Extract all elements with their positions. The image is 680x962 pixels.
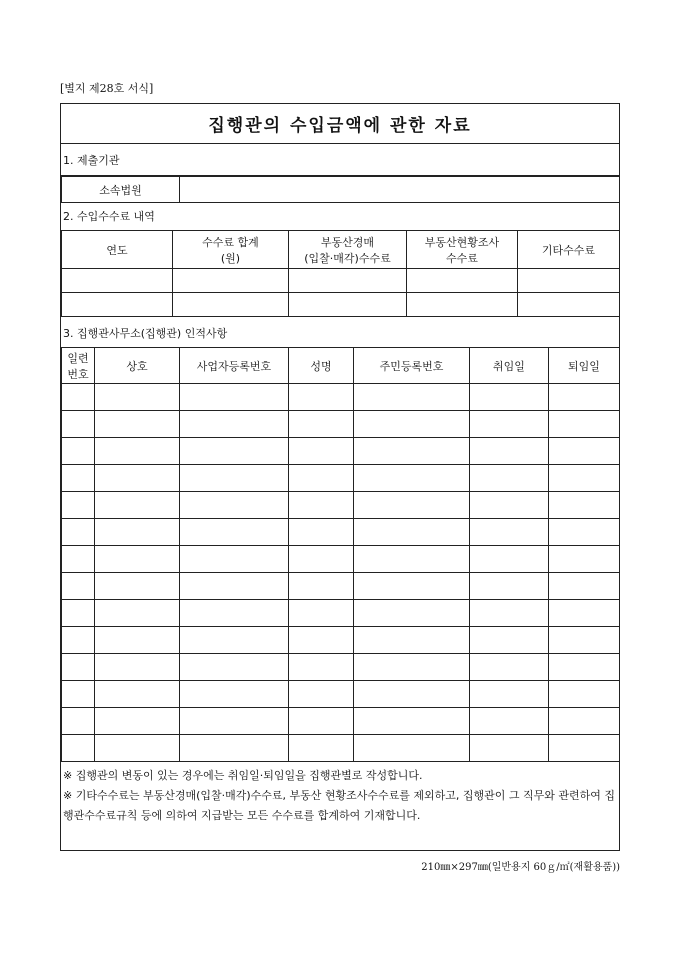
note-2: ※ 기타수수료는 부동산경매(입찰·매각)수수료, 부동산 현황조사수수료를 제외하고, 집행관이 그 직무와 관련하여 집행관수수료규칙 등에 의하여 지급받는 모든 수수료를 합계하여 기재합니다. xyxy=(63,789,616,822)
personnel-cell[interactable] xyxy=(470,600,549,627)
personnel-cell[interactable] xyxy=(549,438,620,465)
personnel-row xyxy=(62,654,620,681)
personnel-cell[interactable] xyxy=(95,384,180,411)
court-input-cell[interactable] xyxy=(180,177,620,203)
personnel-cell[interactable] xyxy=(95,681,180,708)
personnel-cell[interactable] xyxy=(549,654,620,681)
personnel-cell[interactable] xyxy=(549,627,620,654)
personnel-cell[interactable] xyxy=(470,438,549,465)
personnel-cell[interactable] xyxy=(289,654,354,681)
personnel-cell[interactable] xyxy=(95,708,180,735)
personnel-cell[interactable] xyxy=(62,411,95,438)
personnel-cell[interactable] xyxy=(180,681,289,708)
personnel-cell[interactable] xyxy=(289,573,354,600)
personnel-cell[interactable] xyxy=(354,546,470,573)
personnel-row xyxy=(62,438,620,465)
personnel-cell[interactable] xyxy=(289,384,354,411)
section-1-heading: 1. 제출기관 xyxy=(61,144,619,176)
personnel-cell[interactable] xyxy=(180,438,289,465)
personnel-cell[interactable] xyxy=(470,681,549,708)
personnel-cell[interactable] xyxy=(180,573,289,600)
fee-row xyxy=(62,293,620,317)
personnel-row xyxy=(62,411,620,438)
personnel-cell[interactable] xyxy=(62,654,95,681)
personnel-cell[interactable] xyxy=(470,384,549,411)
personnel-cell[interactable] xyxy=(354,384,470,411)
personnel-cell[interactable] xyxy=(470,546,549,573)
personnel-header-3: 성명 xyxy=(289,348,354,384)
personnel-cell[interactable] xyxy=(354,492,470,519)
personnel-cell[interactable] xyxy=(354,438,470,465)
personnel-cell[interactable] xyxy=(549,681,620,708)
fee-cell[interactable] xyxy=(289,293,407,317)
personnel-cell[interactable] xyxy=(354,654,470,681)
personnel-cell[interactable] xyxy=(470,735,549,762)
personnel-cell[interactable] xyxy=(549,573,620,600)
personnel-cell[interactable] xyxy=(95,600,180,627)
personnel-cell[interactable] xyxy=(62,546,95,573)
personnel-cell[interactable] xyxy=(180,465,289,492)
personnel-cell[interactable] xyxy=(549,411,620,438)
personnel-cell[interactable] xyxy=(549,519,620,546)
personnel-table xyxy=(61,347,620,762)
personnel-cell[interactable] xyxy=(95,438,180,465)
personnel-row xyxy=(62,546,620,573)
personnel-cell[interactable] xyxy=(549,735,620,762)
personnel-cell[interactable] xyxy=(549,465,620,492)
personnel-cell[interactable] xyxy=(470,627,549,654)
personnel-row xyxy=(62,681,620,708)
personnel-cell[interactable] xyxy=(62,735,95,762)
personnel-cell[interactable] xyxy=(289,600,354,627)
personnel-cell[interactable] xyxy=(180,654,289,681)
fee-header-2: 부동산경매 (입찰·매각)수수료 xyxy=(289,231,407,269)
personnel-row xyxy=(62,519,620,546)
personnel-row xyxy=(62,492,620,519)
section-3-heading: 3. 집행관사무소(집행관) 인적사항 xyxy=(63,326,228,340)
fee-header-4: 기타수수료 xyxy=(518,231,620,269)
personnel-cell[interactable] xyxy=(180,492,289,519)
personnel-cell[interactable] xyxy=(95,411,180,438)
fee-cell[interactable] xyxy=(407,293,518,317)
fee-header-0: 연도 xyxy=(62,231,173,269)
personnel-row xyxy=(62,735,620,762)
personnel-header-2: 사업자등록번호 xyxy=(180,348,289,384)
personnel-header-5: 취임일 xyxy=(470,348,549,384)
section-2-heading: 2. 수입수수료 내역 xyxy=(63,210,155,223)
personnel-cell[interactable] xyxy=(354,681,470,708)
personnel-cell[interactable] xyxy=(354,627,470,654)
personnel-cell[interactable] xyxy=(470,492,549,519)
personnel-cell[interactable] xyxy=(62,708,95,735)
fee-header-3: 부동산현황조사 수수료 xyxy=(407,231,518,269)
fee-row xyxy=(62,269,620,293)
personnel-cell[interactable] xyxy=(95,573,180,600)
form-number-label: [별지 제28호 서식] xyxy=(60,82,154,95)
personnel-cell[interactable] xyxy=(62,384,95,411)
personnel-cell[interactable] xyxy=(470,465,549,492)
personnel-cell[interactable] xyxy=(95,654,180,681)
personnel-cell[interactable] xyxy=(95,492,180,519)
personnel-cell[interactable] xyxy=(289,546,354,573)
personnel-cell[interactable] xyxy=(549,492,620,519)
personnel-row xyxy=(62,600,620,627)
personnel-cell[interactable] xyxy=(95,627,180,654)
personnel-cell[interactable] xyxy=(354,735,470,762)
fee-cell[interactable] xyxy=(62,293,173,317)
personnel-header-4: 주민등록번호 xyxy=(354,348,470,384)
court-label: 소속법원 xyxy=(62,177,180,203)
fee-cell[interactable] xyxy=(518,269,620,293)
personnel-cell[interactable] xyxy=(289,681,354,708)
fee-cell[interactable] xyxy=(173,269,289,293)
personnel-cell[interactable] xyxy=(62,492,95,519)
personnel-cell[interactable] xyxy=(470,708,549,735)
personnel-cell[interactable] xyxy=(95,546,180,573)
personnel-header-6: 퇴임일 xyxy=(549,348,620,384)
personnel-cell[interactable] xyxy=(470,519,549,546)
personnel-cell[interactable] xyxy=(95,465,180,492)
fee-income-table xyxy=(61,230,620,317)
personnel-cell[interactable] xyxy=(354,573,470,600)
fee-cell[interactable] xyxy=(173,293,289,317)
personnel-cell[interactable] xyxy=(180,627,289,654)
personnel-row xyxy=(62,627,620,654)
personnel-row xyxy=(62,573,620,600)
personnel-cell[interactable] xyxy=(549,384,620,411)
personnel-cell[interactable] xyxy=(180,519,289,546)
personnel-row xyxy=(62,708,620,735)
personnel-cell[interactable] xyxy=(180,411,289,438)
form-title: 집행관의 수입금액에 관한 자료 xyxy=(61,104,619,144)
personnel-cell[interactable] xyxy=(289,465,354,492)
personnel-cell[interactable] xyxy=(62,573,95,600)
personnel-cell[interactable] xyxy=(62,627,95,654)
personnel-cell[interactable] xyxy=(180,384,289,411)
personnel-cell[interactable] xyxy=(180,708,289,735)
personnel-cell[interactable] xyxy=(289,627,354,654)
personnel-header-1: 상호 xyxy=(95,348,180,384)
fee-cell[interactable] xyxy=(289,269,407,293)
personnel-cell[interactable] xyxy=(549,600,620,627)
personnel-cell[interactable] xyxy=(289,735,354,762)
personnel-cell[interactable] xyxy=(470,654,549,681)
personnel-cell[interactable] xyxy=(354,411,470,438)
fee-cell[interactable] xyxy=(407,269,518,293)
fee-cell[interactable] xyxy=(518,293,620,317)
personnel-cell[interactable] xyxy=(180,600,289,627)
personnel-cell[interactable] xyxy=(180,546,289,573)
personnel-cell[interactable] xyxy=(470,573,549,600)
personnel-cell[interactable] xyxy=(62,600,95,627)
form-sheet xyxy=(60,103,620,851)
personnel-cell[interactable] xyxy=(354,519,470,546)
personnel-cell[interactable] xyxy=(289,411,354,438)
personnel-cell[interactable] xyxy=(95,735,180,762)
personnel-cell[interactable] xyxy=(470,411,549,438)
personnel-cell[interactable] xyxy=(62,519,95,546)
notes-block xyxy=(61,763,619,826)
personnel-cell[interactable] xyxy=(354,600,470,627)
personnel-cell[interactable] xyxy=(289,708,354,735)
personnel-cell[interactable] xyxy=(62,465,95,492)
personnel-row xyxy=(62,465,620,492)
personnel-cell[interactable] xyxy=(62,438,95,465)
personnel-cell[interactable] xyxy=(354,465,470,492)
personnel-cell[interactable] xyxy=(289,492,354,519)
personnel-cell[interactable] xyxy=(549,546,620,573)
fee-header-1: 수수료 합계 (원) xyxy=(173,231,289,269)
personnel-cell[interactable] xyxy=(180,735,289,762)
submitting-agency-table xyxy=(61,176,620,203)
personnel-cell[interactable] xyxy=(289,438,354,465)
personnel-cell[interactable] xyxy=(354,708,470,735)
personnel-cell[interactable] xyxy=(62,681,95,708)
personnel-cell[interactable] xyxy=(289,519,354,546)
fee-cell[interactable] xyxy=(62,269,173,293)
personnel-cell[interactable] xyxy=(549,708,620,735)
paper-spec-footer: 210㎜×297㎜(일반용지 60ｇ/㎡(재활용품)) xyxy=(421,862,620,873)
personnel-header-0: 일련 번호 xyxy=(62,348,95,384)
personnel-cell[interactable] xyxy=(95,519,180,546)
personnel-row xyxy=(62,384,620,411)
note-1: ※ 집행관의 변동이 있는 경우에는 취임일·퇴임일을 집행관별로 작성합니다. xyxy=(63,769,423,782)
